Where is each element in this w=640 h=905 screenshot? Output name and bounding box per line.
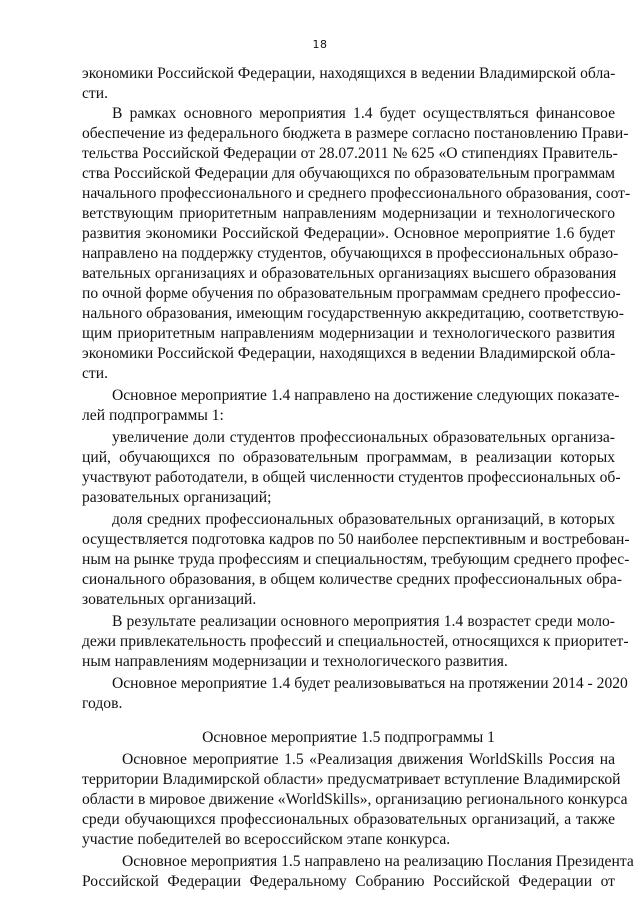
page-number: 18 bbox=[312, 38, 328, 51]
text-line: нального образования, имеющим государственную аккредитацию, соответствую- bbox=[82, 305, 624, 322]
text-line: годов. bbox=[82, 695, 123, 712]
text-line: ций, обучающихся по образовательным программам, в реализации которых bbox=[82, 449, 615, 466]
text-line: Российской Федерации Федеральному Собранию Российской Федерации от bbox=[82, 873, 615, 890]
text-line: Основное мероприятие 1.5 «Реализация движения WorldSkills Россия на bbox=[122, 751, 615, 768]
text-line: сионального образования, в общем количестве средних профессиональных обра- bbox=[82, 571, 622, 588]
text-line: территории Владимирской области» предусматривает вступление Владимирской bbox=[82, 771, 621, 788]
text-line: разовательных организаций; bbox=[82, 489, 272, 506]
text-line: развития экономики Российской Федерации». Основное мероприятие 1.6 будет bbox=[82, 225, 615, 242]
text-line: области в мировое движение «WorldSkills», организацию регионального конкурса bbox=[82, 791, 628, 808]
text-line: сти. bbox=[82, 85, 108, 102]
text-line: увеличение доли студентов профессиональных образовательных организа- bbox=[112, 429, 615, 446]
text-line: участвуют работодатели, в общей численности студентов профессиональных об- bbox=[82, 469, 621, 486]
text-line: среди обучающихся профессиональных образовательных организаций, а также bbox=[82, 811, 615, 828]
text-line: вательных организациях и образовательных организациях высшего образования bbox=[82, 265, 617, 282]
text-line: участие победителей во всероссийском этапе конкурса. bbox=[82, 831, 451, 848]
text-line: Основное мероприятия 1.5 направлено на реализацию Послания Президента bbox=[122, 853, 634, 870]
text-line: ства Российской Федерации для обучающихся по образовательным программам bbox=[82, 165, 615, 182]
text-line: экономики Российской Федерации, находящихся в ведении Владимирской обла- bbox=[82, 65, 616, 82]
text-line: сти. bbox=[82, 365, 108, 382]
text-line: В рамках основного мероприятия 1.4 будет осуществляться финансовое bbox=[112, 105, 615, 122]
text-line: начального профессионального и среднего профессионального образования, соот- bbox=[82, 185, 631, 202]
text-line: доля средних профессиональных образовательных организаций, в которых bbox=[112, 511, 615, 528]
section-heading: Основное мероприятие 1.5 подпрограммы 1 bbox=[202, 729, 495, 746]
text-line: Основное мероприятие 1.4 будет реализовываться на протяжении 2014 - 2020 bbox=[112, 675, 628, 692]
text-line: лей подпрограммы 1: bbox=[82, 407, 224, 424]
text-line: Основное мероприятие 1.4 направлено на достижение следующих показате- bbox=[112, 387, 620, 404]
text-line: тельства Российской Федерации от 28.07.2011 № 625 «О стипендиях Правитель- bbox=[82, 145, 618, 162]
text-line: В результате реализации основного мероприятия 1.4 возрастет среди моло- bbox=[112, 613, 615, 630]
text-line: зовательных организаций. bbox=[82, 591, 257, 608]
text-line: осуществляется подготовка кадров по 50 наиболее перспективным и востребован- bbox=[82, 531, 630, 548]
text-line: ным на рынке труда профессиям и специальностям, требующим среднего профес- bbox=[82, 551, 630, 568]
text-line: щим приоритетным направлениям модернизации и технологического развития bbox=[82, 325, 615, 342]
text-line: по очной форме обучения по образовательным программам среднего профессио- bbox=[82, 285, 621, 302]
text-line: направлено на поддержку студентов, обучающихся в профессиональных образо- bbox=[82, 245, 619, 262]
text-line: ветствующим приоритетным направлениям модернизации и технологического bbox=[82, 205, 615, 222]
text-line: экономики Российской Федерации, находящихся в ведении Владимирской обла- bbox=[82, 345, 616, 362]
text-line: ным направлениям модернизации и технологического развития. bbox=[82, 653, 508, 670]
text-line: дежи привлекательность профессий и специальностей, относящихся к приоритет- bbox=[82, 633, 629, 650]
text-line: обеспечение из федерального бюджета в размере согласно постановлению Прави- bbox=[82, 125, 629, 142]
